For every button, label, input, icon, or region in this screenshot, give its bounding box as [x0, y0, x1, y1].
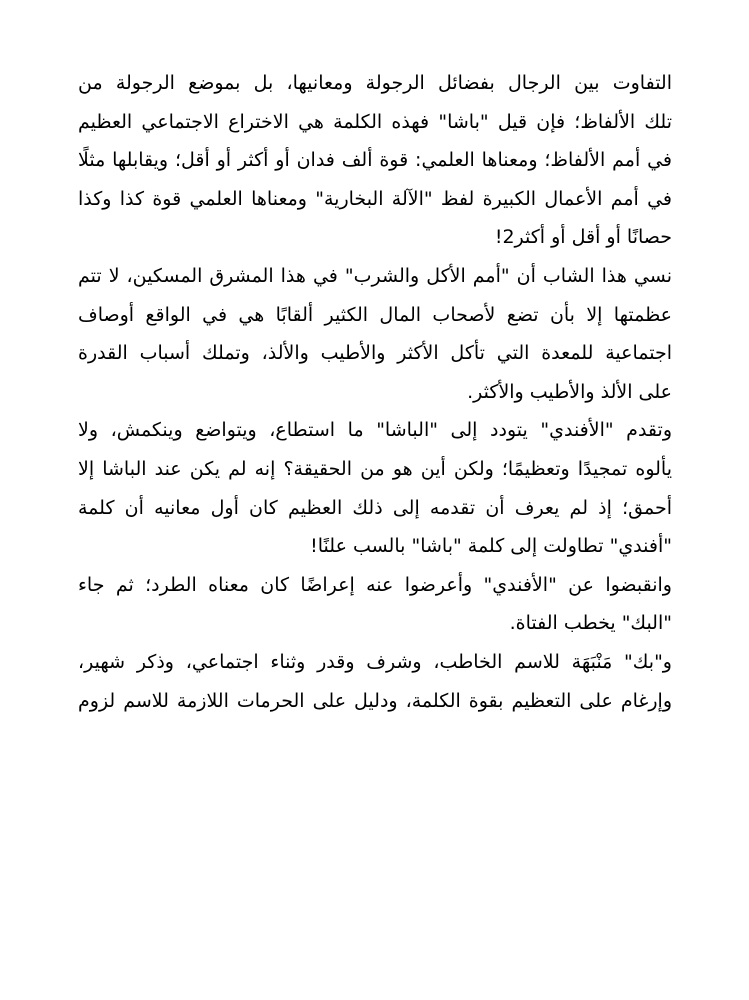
text-line: نسي هذا الشاب أن "أمم الأكل والشرب" في هذا المشرق المسكين، لا تتم: [78, 264, 672, 287]
paragraph-5: [78, 643, 672, 720]
text-line: أحمق؛ إذ لم يعرف أن تقدمه إلى ذلك العظيم كان أول معانيه أن كلمة: [78, 496, 672, 519]
paragraph-1: [78, 64, 672, 257]
text-line: اجتماعية للمعدة التي تأكل الأكثر والأطيب والألذ، وتملك أسباب القدرة: [78, 342, 672, 365]
paragraph-4: [78, 566, 672, 643]
text-line: حصانًا أو أقل أو أكثر2!: [494, 226, 672, 249]
text-line: على الألذ والأطيب والأكثر.: [467, 380, 672, 403]
text-line: في أمم الأعمال الكبيرة لفظ "الآلة البخارية" ومعناها العلمي قوة كذا وكذا: [78, 187, 672, 210]
text-line: وانقبضوا عن "الأفندي" وأعرضوا عنه إعراضًا كان معناه الطرد؛ ثم جاء: [78, 573, 672, 596]
text-line: عظمتها إلا بأن تضع لأصحاب المال الكثير ألقابًا هي في الواقع أوصاف: [78, 303, 672, 326]
text-line: تلك الألفاظ؛ فإن قيل "باشا" فهذه الكلمة هي الاختراع الاجتماعي العظيم: [78, 110, 672, 133]
text-line: "البك" يخطب الفتاة.: [509, 612, 672, 635]
text-line: التفاوت بين الرجال بفضائل الرجولة ومعانيها، بل بموضع الرجولة من: [78, 72, 672, 94]
text-line: وتقدم "الأفندي" يتودد إلى "الباشا" ما استطاع، ويتواضع وينكمش، ولا: [78, 419, 672, 442]
text-line: يألوه تمجيدًا وتعظيمًا؛ ولكن أين هو من الحقيقة؟ إنه لم يكن عند الباشا إلا: [78, 457, 672, 480]
text-line: و"بك" مَنْبَهَة للاسم الخاطب، وشرف وقدر وثناء اجتماعي، وذكر شهير،: [78, 650, 672, 673]
paragraph-3: [78, 411, 672, 565]
text-line: "أفندي" تطاولت إلى كلمة "باشا" بالسب علنًا!: [310, 535, 672, 558]
document-page: [78, 64, 672, 720]
paragraph-2: [78, 257, 672, 411]
text-line: وإرغام على التعظيم بقوة الكلمة، ودليل على الحرمات اللازمة للاسم لزوم: [78, 689, 672, 712]
text-line: في أمم الألفاظ؛ ومعناها العلمي: قوة ألف فدان أو أكثر أو أقل؛ ويقابلها مثلًا: [78, 149, 672, 172]
